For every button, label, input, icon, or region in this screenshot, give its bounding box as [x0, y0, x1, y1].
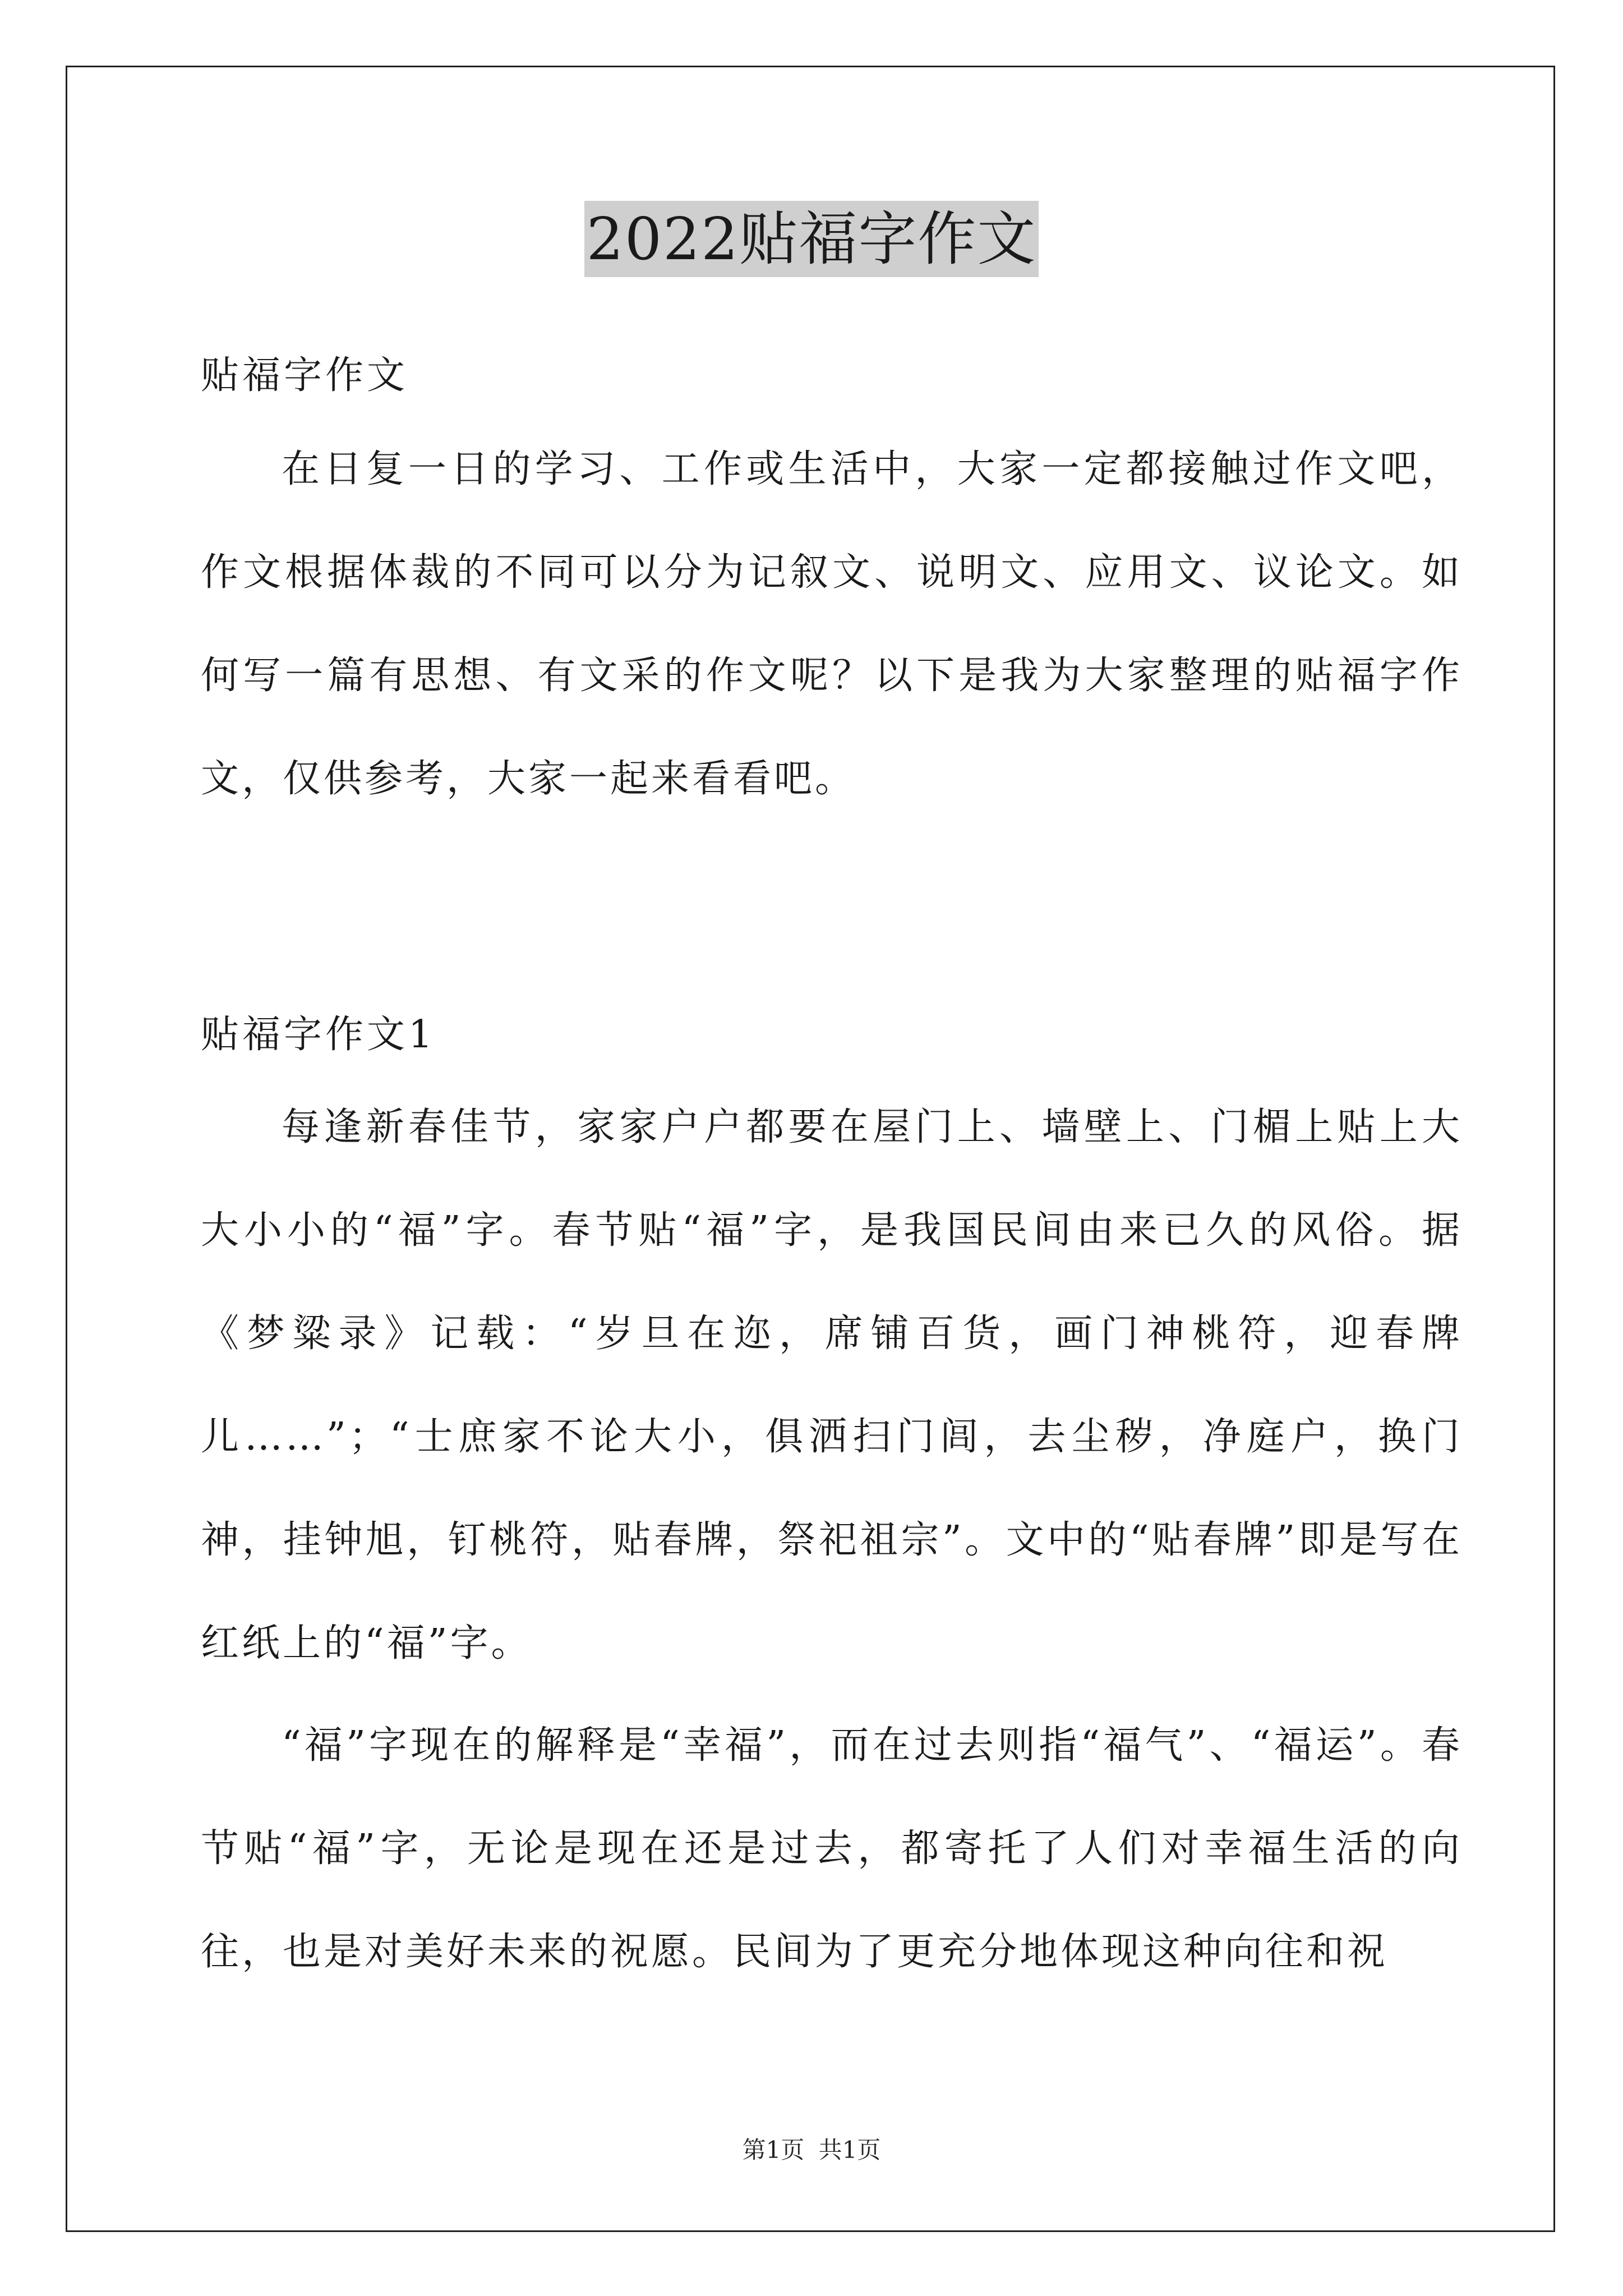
- document-title: 2022贴福字作文: [584, 201, 1039, 277]
- page-number: 第1页: [742, 2136, 805, 2164]
- body-paragraph-2: “福”字现在的解释是“幸福”，而在过去则指“福气”、“福运”。春节贴“福”字，无论是现在还是过去，都寄托了人们对幸福生活的向往，也是对美好未来的祝愿。民间为了更充分地体现这种向往和祝: [201, 1723, 1463, 1974]
- total-pages: 共1页: [818, 2136, 881, 2164]
- intro-paragraph: 在日复一日的学习、工作或生活中，大家一定都接触过作文吧，作文根据体裁的不同可以分为记叙文、说明文、应用文、议论文。如何写一篇有思想、有文采的作文呢？以下是我为大家整理的贴福字作文，仅供参考，大家一起来看看吧。: [201, 447, 1463, 801]
- page-footer: [0, 2132, 1623, 2165]
- body-paragraph-1: 每逢新春佳节，家家户户都要在屋门上、墙壁上、门楣上贴上大大小小的“福”字。春节贴“福”字，是我国民间由来已久的风俗。据《梦粱录》记载：“岁旦在迩，席铺百货，画门神桃符，迎春牌儿……”；“士庶家不论大小，俱洒扫门闾，去尘秽，净庭户，换门神，挂钟旭，钉桃符，贴春牌，祭祀祖宗”。文中的“贴春牌”即是写在红纸上的“福”字。: [201, 1105, 1463, 1665]
- section-heading: 贴福字作文1: [201, 1013, 436, 1057]
- document-subtitle: 贴福字作文: [201, 353, 409, 398]
- title-container: [0, 201, 1623, 277]
